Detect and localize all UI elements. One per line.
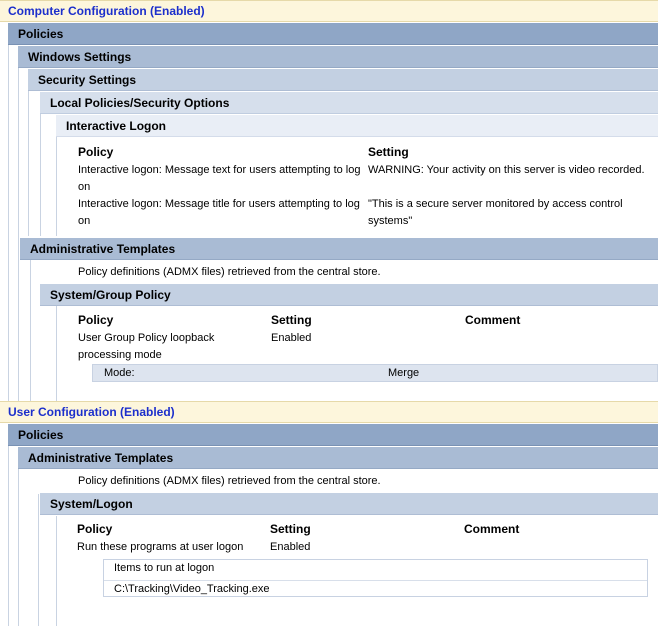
admx-note: Policy definitions (ADMX files) retrieved from the central store. (78, 266, 381, 278)
col-setting-header: Setting (368, 145, 409, 159)
col-policy-header: Policy (78, 145, 114, 159)
interactive-logon-header[interactable]: Interactive Logon (56, 115, 658, 137)
col-setting-header: Setting (271, 313, 312, 327)
system-group-policy-header[interactable]: System/Group Policy (40, 284, 658, 306)
policy-setting: WARNING: Your activity on this server is video recorded. (368, 164, 645, 176)
user-configuration-header[interactable]: User Configuration (Enabled) (0, 401, 658, 423)
policy-name: Run these programs at user logon (77, 541, 244, 553)
indent-guide (18, 46, 19, 402)
indent-guide (28, 70, 29, 236)
policy-name: User Group Policy loopback processing mode (78, 332, 215, 361)
col-comment-header: Comment (465, 313, 521, 327)
computer-configuration-header[interactable]: Computer Configuration (Enabled) (0, 0, 658, 22)
administrative-templates-header[interactable]: Administrative Templates (20, 238, 658, 260)
indent-guide (8, 24, 9, 402)
policy-setting: Enabled (270, 541, 311, 553)
system-logon-header[interactable]: System/Logon (40, 493, 658, 515)
col-setting-header: Setting (270, 522, 311, 536)
indent-guide (30, 260, 31, 402)
local-policies-header[interactable]: Local Policies/Security Options (40, 92, 658, 114)
col-policy-header: Policy (77, 522, 113, 536)
policy-name: Interactive logon: Message text for users attempting to log on (78, 164, 361, 193)
indent-guide (8, 424, 9, 626)
policy-setting: Enabled (271, 332, 312, 344)
policies-header[interactable]: Policies (8, 424, 658, 446)
indent-guide (56, 306, 57, 402)
list-item: C:\Tracking\Video_Tracking.exe (114, 583, 270, 595)
admx-note: Policy definitions (ADMX files) retrieved from the central store. (78, 475, 381, 487)
col-comment-header: Comment (464, 522, 520, 536)
policies-header[interactable]: Policies (8, 23, 658, 45)
indent-guide (18, 448, 19, 626)
mode-label: Mode: (104, 367, 135, 379)
mode-row (92, 364, 658, 382)
administrative-templates-header[interactable]: Administrative Templates (18, 447, 658, 469)
security-settings-header[interactable]: Security Settings (28, 69, 658, 91)
policy-setting: "This is a secure server monitored by access control systems" (368, 198, 623, 227)
mode-value: Merge (388, 367, 420, 379)
indent-guide (38, 494, 39, 626)
policy-name: Interactive logon: Message title for users attempting to log on (78, 198, 360, 227)
items-header: Items to run at logon (104, 560, 647, 581)
windows-settings-header[interactable]: Windows Settings (18, 46, 658, 68)
indent-guide (56, 516, 57, 626)
logon-items-box (103, 559, 648, 597)
col-policy-header: Policy (78, 313, 114, 327)
